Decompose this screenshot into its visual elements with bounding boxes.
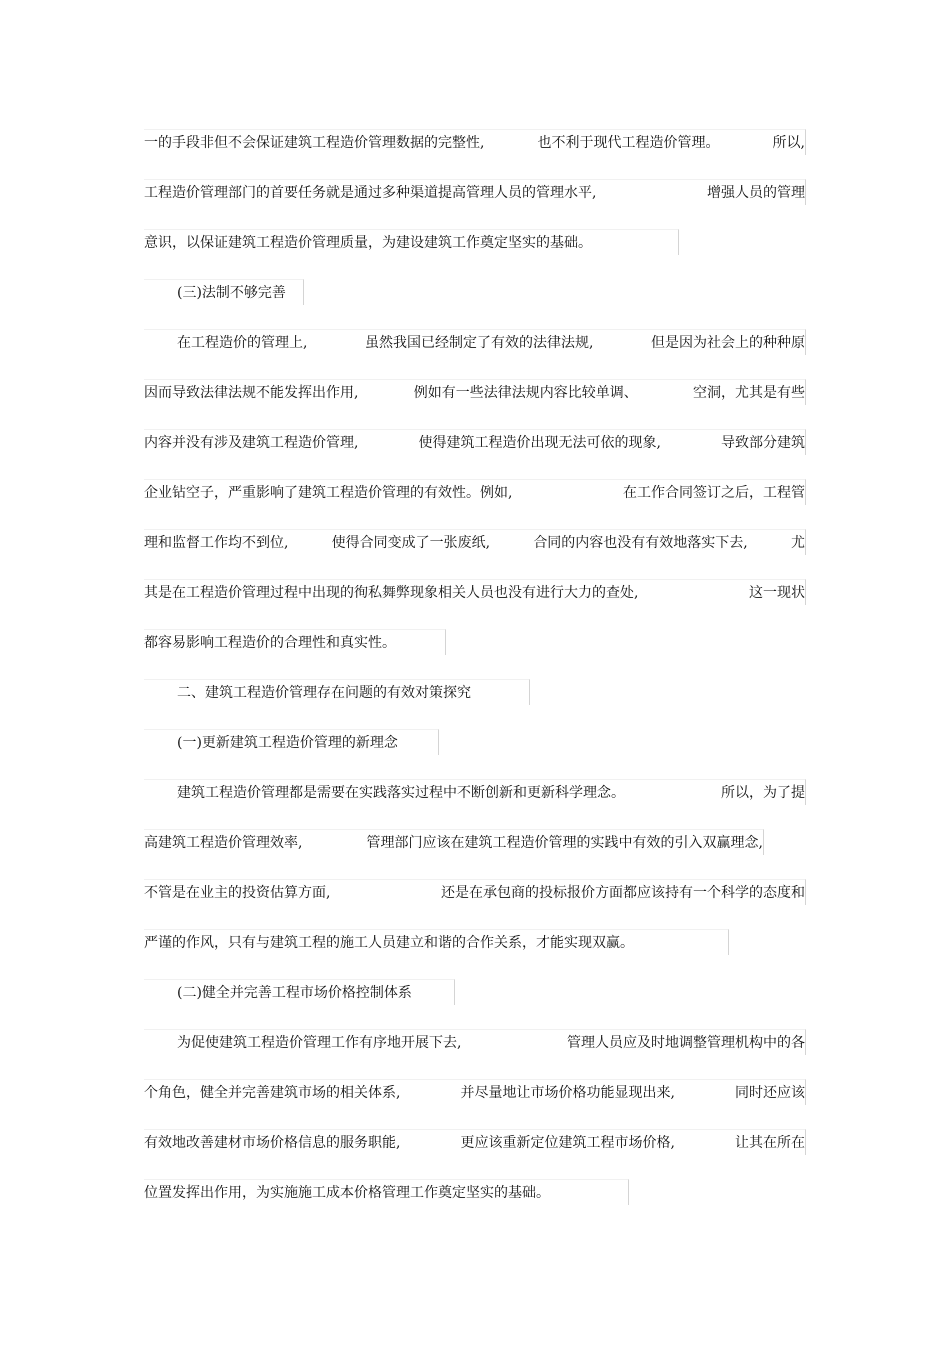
text-segment: 高建筑工程造价管理效率, (144, 835, 303, 851)
text-line (144, 729, 439, 755)
text-segment: 其是在工程造价管理过程中出现的徇私舞弊现象相关人员也没有进行大力的查处, (144, 585, 639, 601)
text-segment: 建筑工程造价管理都是需要在实践落实过程中不断创新和更新科学理念。 (177, 785, 625, 801)
text-segment: 尤 (790, 535, 805, 551)
text-line (144, 779, 806, 805)
text-segment: 空洞，尤其是有些 (692, 385, 805, 401)
text-line (144, 1029, 806, 1055)
text-segment: 并尽量地让市场价格功能显现出来, (460, 1085, 675, 1101)
text-segment: 一的手段非但不会保证建筑工程造价管理数据的完整性, (144, 135, 485, 151)
text-segment: 但是因为社会上的种种原 (651, 335, 805, 351)
text-segment: 使得建筑工程造价出现无法可依的现象, (418, 435, 661, 451)
text-segment: 不管是在业主的投资估算方面, (144, 885, 331, 901)
text-line (144, 929, 729, 955)
text-segment: 这一现状 (749, 585, 805, 601)
text-line (144, 979, 455, 1005)
text-segment: 虽然我国已经制定了有效的法律法规, (365, 335, 594, 351)
text-segment: 在工程造价的管理上, (177, 335, 308, 351)
text-segment: 因而导致法律法规不能发挥出作用, (144, 385, 359, 401)
text-segment: 工程造价管理部门的首要任务就是通过多种渠道提高管理人员的管理水平, (144, 185, 597, 201)
text-segment: 使得合同变成了一张废纸, (331, 535, 491, 551)
text-segment: 所以, (772, 135, 805, 151)
text-segment: 更应该重新定位建筑工程市场价格, (460, 1135, 675, 1151)
text-segment: 都容易影响工程造价的合理性和真实性。 (144, 635, 396, 651)
text-segment: 合同的内容也没有有效地落实下去, (533, 535, 748, 551)
text-line (144, 529, 806, 555)
text-line (144, 1079, 806, 1105)
text-segment: 企业钻空子，严重影响了建筑工程造价管理的有效性。例如, (144, 485, 513, 501)
text-line (144, 179, 806, 205)
text-segment: 为促使建筑工程造价管理工作有序地开展下去, (177, 1035, 462, 1051)
text-line (144, 129, 806, 155)
text-line (144, 229, 679, 255)
text-line (144, 829, 764, 855)
text-segment: 例如有一些法律法规内容比较单调、 (413, 385, 638, 401)
text-segment: (一)更新建筑工程造价管理的新理念 (177, 735, 398, 751)
text-line (144, 1179, 629, 1205)
text-segment: 位置发挥出作用，为实施施工成本价格管理工作奠定坚实的基础。 (144, 1185, 550, 1201)
text-line (144, 629, 446, 655)
text-segment: (三)法制不够完善 (177, 285, 286, 301)
text-line (144, 879, 806, 905)
text-line (144, 679, 530, 705)
text-segment: 管理人员应及时地调整管理机构中的各 (567, 1035, 805, 1051)
text-line (144, 429, 806, 455)
text-segment: 管理部门应该在建筑工程造价管理的实践中有效的引入双赢理念, (366, 835, 763, 851)
text-line (144, 379, 806, 405)
text-segment: 让其在所在 (735, 1135, 805, 1151)
text-segment: 二、建筑工程造价管理存在问题的有效对策探究 (177, 685, 471, 701)
text-segment: 同时还应该 (735, 1085, 805, 1101)
text-line (144, 329, 806, 355)
text-segment: 导致部分建筑 (721, 435, 805, 451)
text-segment: 个角色，健全并完善建筑市场的相关体系, (144, 1085, 401, 1101)
text-segment: 增强人员的管理 (707, 185, 805, 201)
text-segment: 所以，为了提 (721, 785, 805, 801)
text-line (144, 1129, 806, 1155)
text-segment: 严谨的作风，只有与建筑工程的施工人员建立和谐的合作关系，才能实现双赢。 (144, 935, 634, 951)
text-segment: (二)健全并完善工程市场价格控制体系 (177, 985, 412, 1001)
text-line (144, 279, 304, 305)
text-segment: 也不利于现代工程造价管理。 (537, 135, 720, 151)
text-segment: 理和监督工作均不到位, (144, 535, 289, 551)
text-segment: 意识，以保证建筑工程造价管理质量，为建设建筑工作奠定坚实的基础。 (144, 235, 592, 251)
text-segment: 在工作合同签订之后，工程管 (623, 485, 805, 501)
text-segment: 有效地改善建材市场价格信息的服务职能, (144, 1135, 401, 1151)
text-segment: 还是在承包商的投标报价方面都应该持有一个科学的态度和 (441, 885, 805, 901)
text-line (144, 579, 806, 605)
text-segment: 内容并没有涉及建筑工程造价管理, (144, 435, 359, 451)
text-line (144, 479, 806, 505)
